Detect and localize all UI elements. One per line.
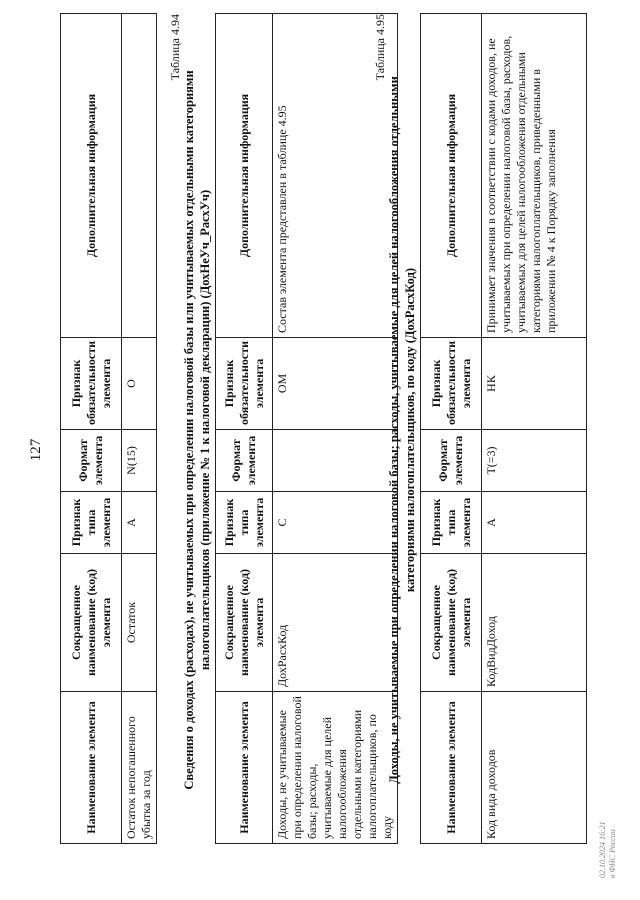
cell-type: С [273,492,398,554]
cell-format [273,430,398,492]
header-short-name: Сокращенное наименование (код) элемента [216,554,273,692]
table-header-row [61,14,122,844]
cell-extra: Принимает значения в соответствии с кодами доходов, не учитываемых при определении налоговой базы, расходов, учитываемых для целей налогообложения отдельными категориями налогоплательщиков, приведенными в приложении № 4 к Порядку заполнения [482,14,587,338]
caption-line: категориями налогоплательщиков, по коду (ДохРасхКод) [403,267,418,593]
table-label: Таблица 4.94 [168,14,182,81]
caption-line: налогоплательщиков (приложение № 1 к налоговой декларации) (ДохНеУч_РасхУч) [198,189,213,671]
header-format: Формат элемента [421,430,482,492]
header-format: Формат элемента [216,430,273,492]
header-extra: Дополнительная информация [61,14,122,338]
header-type: Признак типа элемента [216,492,273,554]
caption-line: Сведения о доходах (расходах), не учитываемых при определении налоговой базы или учитываемых отдельными категориями [182,70,196,790]
header-extra: Дополнительная информация [421,14,482,338]
cell-extra: Состав элемента представлен в таблице 4.95 [273,14,398,338]
header-extra: Дополнительная информация [216,14,273,338]
cell-type: А [122,492,157,554]
cell-name: Остаток непогашенного убытка за год [122,692,157,844]
cell-format: Т(=3) [482,430,587,492]
header-type: Признак типа элемента [421,492,482,554]
cell-required: ОМ [273,338,398,430]
table-row [122,14,157,844]
cell-extra [122,14,157,338]
header-name: Наименование элемента [216,692,273,844]
table-caption [386,30,419,830]
stamp-line: в ФНС России [607,829,617,878]
cell-code: КодВидДоход [482,554,587,692]
header-type: Признак типа элемента [61,492,122,554]
registration-stamp [598,718,617,878]
table-caption [181,30,214,830]
cell-name: Код вида доходов [482,692,587,844]
table-header-row [421,14,482,844]
caption-line: Доходы, не учитываемые при определении налоговой базы; расходы, учитываемые для целей налогообложения отдельными [387,76,401,784]
header-required: Признак обязательности элемента [421,338,482,430]
header-name: Наименование элемента [61,692,122,844]
cell-code: Остаток [122,554,157,692]
header-format: Формат элемента [61,430,122,492]
page-number: 127 [28,438,44,462]
cell-format: N(15) [122,430,157,492]
cell-type: А [482,492,587,554]
table-4-95 [420,13,587,844]
cell-required: НК [482,338,587,430]
header-required: Признак обязательности элемента [61,338,122,430]
header-name: Наименование элемента [421,692,482,844]
table-header-row [216,14,273,844]
header-short-name: Сокращенное наименование (код) элемента [61,554,122,692]
header-short-name: Сокращенное наименование (код) элемента [421,554,482,692]
stamp-line: 02.10.2024 16:21 [598,821,607,878]
table-row [482,14,587,844]
cell-name: Доходы, не учитываемые при определении налоговой базы; расходы, учитываемые для целей налогообложения отдельными категориями налогоплательщиков, по коду [273,692,398,844]
table-4-94 [215,13,398,844]
table-label: Таблица 4.95 [373,14,387,81]
cell-code: ДохРасхКод [273,554,398,692]
table-4-93-continuation [60,13,157,844]
header-required: Признак обязательности элемента [216,338,273,430]
cell-required: О [122,338,157,430]
